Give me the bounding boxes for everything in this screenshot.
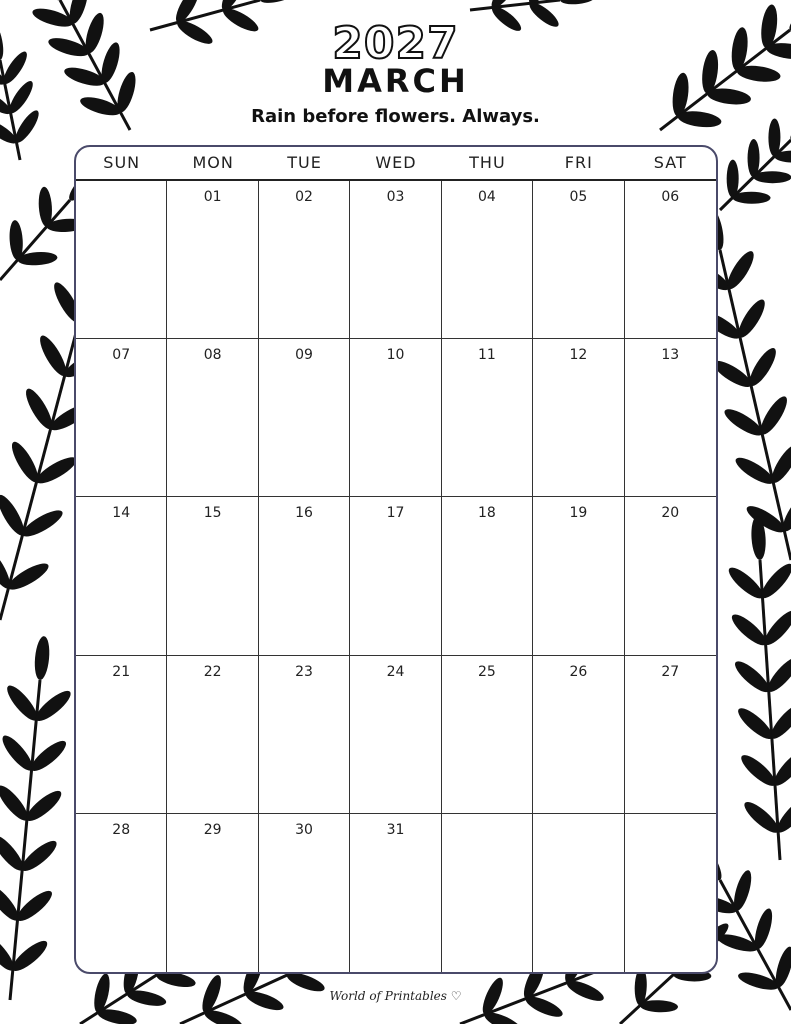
day-number: 02: [295, 189, 313, 205]
day-number: 22: [203, 663, 222, 680]
day-cell: [76, 656, 167, 814]
day-number: 08: [203, 347, 222, 364]
day-cell: [442, 339, 533, 497]
day-number: 12: [569, 347, 588, 364]
day-cell: [533, 339, 624, 497]
day-number: 19: [569, 505, 588, 522]
weekday-tue: TUE: [287, 153, 322, 172]
leaf-branch-icon: [0, 636, 75, 1000]
day-number: 23: [295, 663, 313, 680]
day-number: 18: [478, 505, 496, 522]
weekday-header: [76, 147, 716, 181]
day-number: 06: [661, 189, 680, 205]
day-cell: [625, 181, 716, 339]
day-cell: [76, 814, 167, 972]
weekday-wed: WED: [375, 153, 417, 172]
day-cell: [625, 656, 716, 814]
quote-text: Rain before flowers. Always.: [251, 106, 540, 127]
day-cell: [76, 339, 167, 497]
day-cell: [167, 497, 258, 655]
day-grid: [76, 181, 716, 972]
day-number: 25: [478, 663, 496, 680]
day-cell: [76, 181, 167, 339]
day-number: 01: [203, 189, 222, 205]
day-cell: [167, 656, 258, 814]
day-cell: [167, 181, 258, 339]
day-number: 31: [386, 821, 405, 838]
weekday-mon: MON: [192, 153, 234, 172]
day-cell: [350, 656, 441, 814]
day-number: 29: [203, 821, 222, 838]
leaf-branch-icon: [725, 516, 791, 860]
month-title: MARCH: [322, 62, 469, 100]
day-number: 11: [478, 347, 496, 364]
day-cell: [442, 656, 533, 814]
day-cell: [259, 339, 350, 497]
day-cell: [259, 497, 350, 655]
day-cell: [533, 497, 624, 655]
day-number: 07: [112, 347, 131, 364]
day-number: 17: [386, 505, 405, 522]
weekday-thu: THU: [469, 153, 506, 172]
day-cell: [442, 814, 533, 972]
day-cell: [442, 497, 533, 655]
day-cell: [625, 339, 716, 497]
day-number: 16: [295, 505, 313, 522]
day-number: 03: [386, 189, 405, 205]
day-cell: [442, 181, 533, 339]
weekday-sat: SAT: [653, 153, 687, 172]
year-title: 2027: [332, 18, 459, 69]
day-cell: [167, 339, 258, 497]
weekday-fri: FRI: [564, 153, 593, 172]
day-cell: [350, 339, 441, 497]
weekday-sun: SUN: [103, 153, 141, 172]
day-cell: [533, 181, 624, 339]
calendar-grid: [74, 145, 718, 974]
day-number: 28: [112, 821, 131, 838]
day-cell: [167, 814, 258, 972]
day-number: 10: [386, 347, 405, 364]
day-cell: [259, 814, 350, 972]
day-cell: [533, 656, 624, 814]
day-number: 30: [295, 821, 313, 838]
day-cell: [533, 814, 624, 972]
day-cell: [625, 497, 716, 655]
day-number: 20: [661, 505, 680, 522]
day-cell: [350, 814, 441, 972]
day-cell: [259, 181, 350, 339]
day-number: 21: [112, 663, 131, 680]
day-number: 15: [203, 505, 222, 522]
day-cell: [76, 497, 167, 655]
brand-logo: World of Printables ♡: [329, 989, 462, 1003]
day-cell: [350, 497, 441, 655]
day-number: 24: [386, 663, 405, 680]
day-cell: [259, 656, 350, 814]
day-number: 09: [295, 347, 313, 364]
day-number: 26: [569, 663, 588, 680]
day-number: 27: [661, 663, 680, 680]
day-number: 05: [569, 189, 588, 205]
day-number: 04: [478, 189, 496, 205]
day-cell: [625, 814, 716, 972]
day-number: 14: [112, 505, 131, 522]
day-number: 13: [661, 347, 680, 364]
day-cell: [350, 181, 441, 339]
